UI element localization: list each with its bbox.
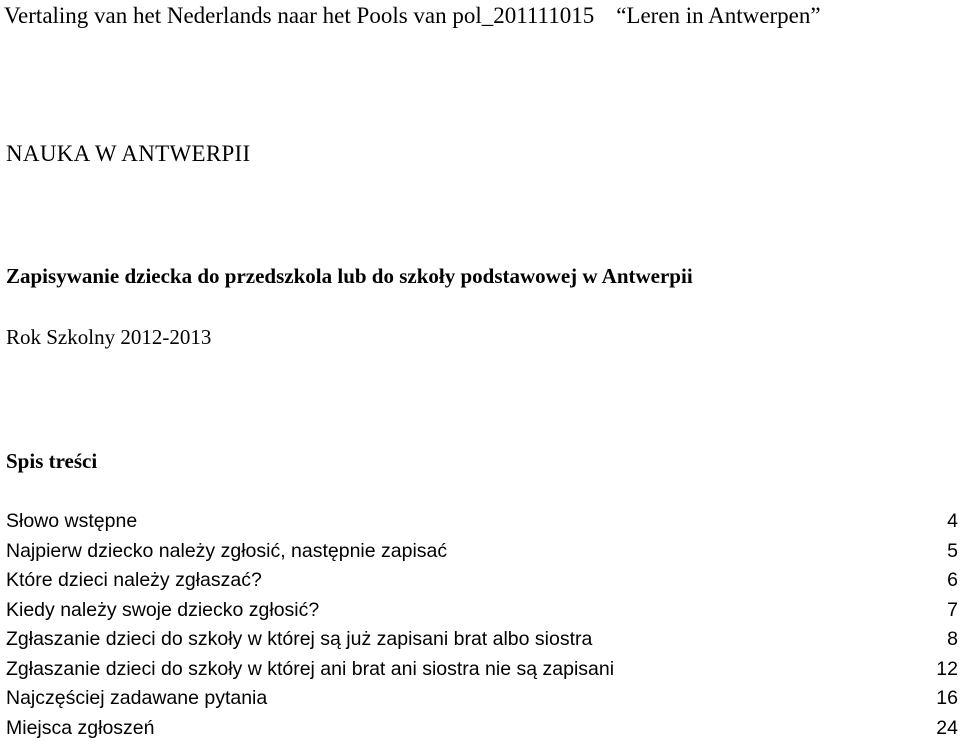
toc-entry[interactable] <box>6 714 958 744</box>
toc-entry-title: Które dzieci należy zgłaszać? <box>6 569 262 591</box>
toc-entry-page: 12 <box>936 657 958 680</box>
toc-entry-title: Zgłaszanie dzieci do szkoły w której ani brat ani siostra nie są zapisani <box>6 657 615 680</box>
document-title: NAUKA W ANTWERPII <box>6 141 251 166</box>
toc-entry[interactable] <box>6 655 958 685</box>
toc-entry-title: Najpierw dziecko należy zgłosić, następnie zapisać <box>6 539 448 562</box>
toc-entry-page: 7 <box>947 598 958 621</box>
school-year: Rok Szkolny 2012-2013 <box>6 325 212 349</box>
toc-entry[interactable] <box>6 537 958 567</box>
toc-entry-page: 4 <box>947 510 958 532</box>
toc-entry-page: 5 <box>947 539 958 562</box>
toc-heading: Spis treści <box>6 449 98 473</box>
toc-entry-title: Najczęściej zadawane pytania <box>6 687 268 709</box>
toc-entry-page: 8 <box>947 628 958 650</box>
table-of-contents <box>6 507 958 743</box>
toc-entry-title: Zgłaszanie dzieci do szkoły w której są już zapisani brat albo siostra <box>6 628 593 650</box>
toc-entry-title: Kiedy należy swoje dziecko zgłosić? <box>6 598 320 621</box>
toc-entry-title: Słowo wstępne <box>6 510 138 532</box>
toc-entry[interactable] <box>6 596 958 626</box>
toc-entry[interactable] <box>6 684 958 714</box>
page-header <box>4 2 821 30</box>
header-document-title: “Leren in Antwerpen” <box>616 3 821 28</box>
header-document-info: Vertaling van het Nederlands naar het Pools van pol_201111015 <box>4 3 595 28</box>
toc-entry[interactable] <box>6 625 958 655</box>
toc-entry[interactable] <box>6 566 958 596</box>
toc-entry-page: 16 <box>936 687 958 709</box>
toc-entry-page: 6 <box>947 569 958 591</box>
document-subtitle: Zapisywanie dziecka do przedszkola lub do szkoły podstawowej w Antwerpii <box>6 264 693 288</box>
toc-entry[interactable] <box>6 507 958 537</box>
toc-entry-page: 24 <box>936 716 958 739</box>
toc-entry-title: Miejsca zgłoszeń <box>6 716 155 739</box>
